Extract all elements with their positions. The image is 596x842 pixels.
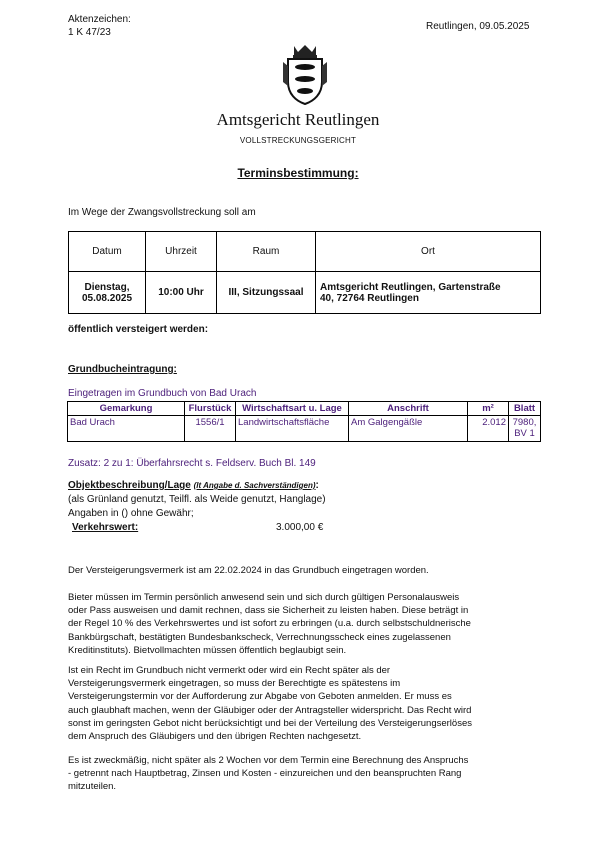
p4-line: mitzuteilen. [68,781,117,793]
court-subtitle: VOLLSTRECKUNGSGERICHT [239,136,357,145]
appointment-table [68,231,541,314]
p4-line: - getrennt nach Hauptbetrag, Zinsen und Kosten - einzureichen und den beanspruchten Rang [68,768,462,780]
paragraph-bieter [68,591,471,657]
p3-line: Ist ein Recht im Grundbuch nicht vermerkt oder wird ein Recht später als der [68,665,391,676]
place-date: Reutlingen, 09.05.2025 [426,21,530,32]
p3-line: Versteigerungsvermerk eingetragen, so muss der Berechtigte es spätestens im [68,678,401,690]
gb-cell-flurstueck: 1556/1 [185,416,236,442]
grundbuch-table [67,401,541,442]
header-datum: Datum [69,232,146,272]
gb-cell-m2: 2.012 [468,416,509,442]
grundbuch-heading: Grundbucheintragung: [68,364,177,375]
p3-line: Versteigerungstermin vor der Aufforderung zur Abgabe von Geboten anmelden. Er muss es [68,691,452,703]
gb-header-anschrift: Anschrift [349,402,468,416]
objekt-heading-note: (lt Angabe d. Sachverständigen) [193,481,316,490]
header-ort: Ort [316,232,541,272]
versteigert-text: öffentlich versteigert werden: [68,324,209,335]
cell-uhrzeit: 10:00 Uhr [146,272,217,314]
objekt-heading-colon: : [315,480,319,491]
gb-header-gemarkung: Gemarkung [68,402,185,416]
grundbuch-zusatz: Zusatz: 2 zu 1: Überfahrsrecht s. Feldserv. Buch Bl. 149 [68,458,316,469]
coat-of-arms-icon [282,42,328,106]
intro-text: Im Wege der Zwangsvollstreckung soll am [68,207,256,218]
p2-line: Bankbürgschaft, bestätigten Bundesbankscheck, Verrechnungsscheck eines zugelassenen [68,631,451,643]
ort-line1: Amtsgericht Reutlingen, Gartenstraße [320,281,501,293]
paragraph-vermerk: Der Versteigerungsvermerk ist am 22.02.2024 in das Grundbuch eingetragen worden. [68,565,429,576]
verkehrswert-value: 3.000,00 € [276,522,324,533]
p3-line: sonst im geringsten Gebot nicht berücksichtigt und bei der Verteilung des Versteigerungserlöses [68,717,472,729]
gb-cell-anschrift: Am Galgengäßle [349,416,468,442]
p2-line: Bieter müssen im Termin persönlich anwesend sein und sich durch gültigen Personalausweis [68,592,460,603]
gb-cell-wirtschaftsart: Landwirtschaftsfläche [236,416,349,442]
cell-raum: III, Sitzungssaal [217,272,316,314]
p2-line: oder Pass ausweisen und damit rechnen, dass sie Sicherheit zu leisten haben. Diese beträgt in [68,605,469,617]
header-raum: Raum [217,232,316,272]
p2-line: Kreditinstituts). Bietvollmachten müssen öffentlich beglaubigt sein. [68,644,347,656]
gb-cell-gemarkung: Bad Urach [68,416,185,442]
objekt-heading [68,480,319,491]
grundbuch-eingetragen: Eingetragen im Grundbuch von Bad Urach [68,388,257,399]
gb-header-flurstueck: Flurstück [185,402,236,416]
paragraph-berechnung [68,754,468,794]
p2-line: der Regel 10 % des Verkehrswertes und ist sofort zu erbringen (u.a. durch selbstschuldnerische [68,618,471,630]
verkehrswert-label: Verkehrswert: [72,522,139,533]
objekt-line1: (als Grünland genutzt, Teilfl. als Weide genutzt, Hanglage) [68,494,326,505]
gb-header-wirtschaftsart: Wirtschaftsart u. Lage [236,402,349,416]
p3-line: dem Anspruch des Gläubigers und den übrigen Rechten nachgesetzt. [68,731,362,743]
p4-line: Es ist zweckmäßig, nicht später als 2 Wochen vor dem Termin eine Berechnung des Anspruchs [68,755,469,766]
aktenzeichen-label: Aktenzeichen: [68,14,131,25]
cell-ort [316,272,541,314]
paragraph-recht [68,664,472,743]
gb-header-m2: m² [468,402,509,416]
header-uhrzeit: Uhrzeit [146,232,217,272]
cell-datum [69,272,146,314]
p3-line: auch glaubhaft machen, wenn der Gläubiger oder der Antragsteller widerspricht. Das Recht wird [68,704,472,716]
gb-header-blatt: Blatt [509,402,541,416]
aktenzeichen: 1 K 47/23 [68,27,111,38]
objekt-heading-text: Objektbeschreibung/Lage [68,480,191,491]
datum-line1: Dienstag, [84,281,130,293]
objekt-line2: Angaben in () ohne Gewähr; [68,508,194,519]
court-name: Amtsgericht Reutlingen [216,110,380,129]
gb-cell-blatt: 7980, BV 1 [509,416,541,442]
document-title: Terminsbestimmung: [237,166,359,180]
ort-line2: 40, 72764 Reutlingen [320,292,419,304]
datum-line2: 05.08.2025 [81,292,133,304]
